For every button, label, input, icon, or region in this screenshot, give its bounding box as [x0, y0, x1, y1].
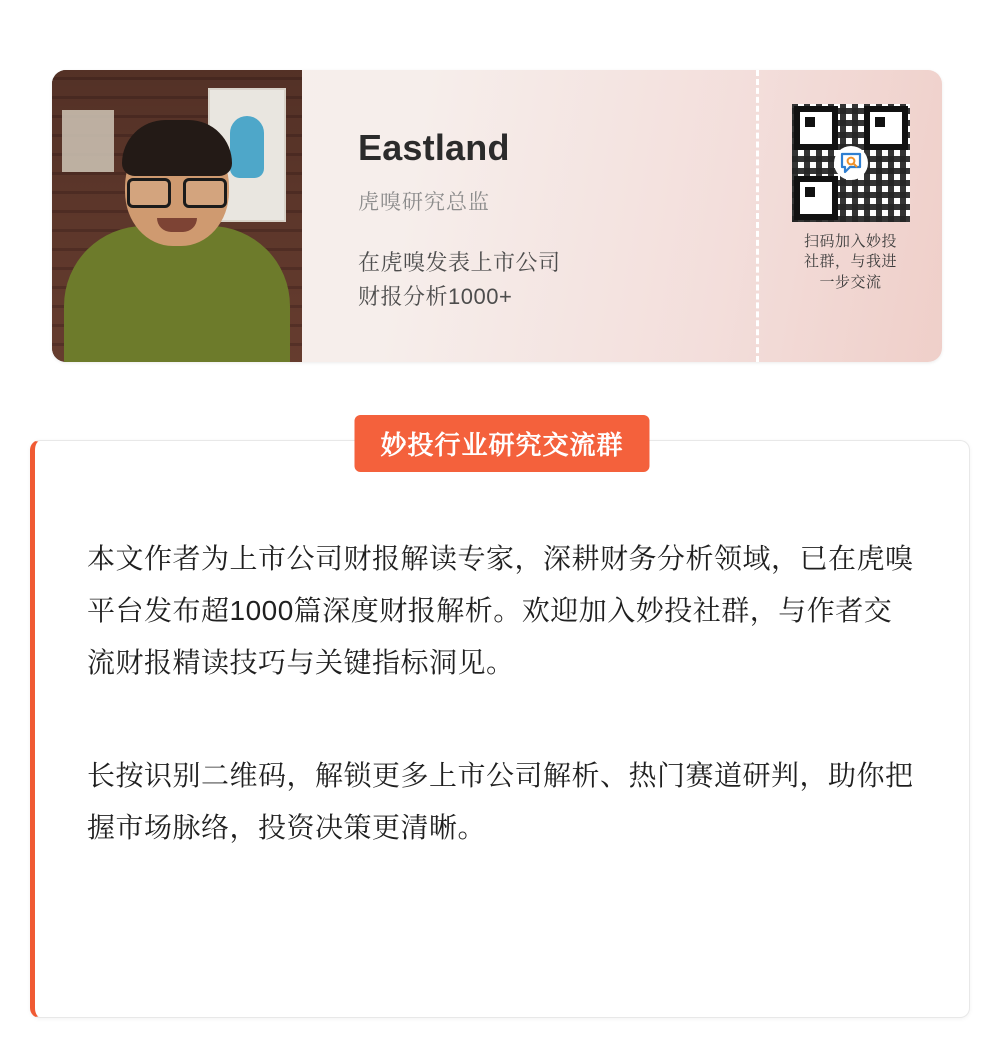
promo-body	[35, 441, 969, 854]
author-role: 虎嗅研究总监	[358, 190, 490, 214]
author-info	[302, 70, 756, 362]
photo-person-body	[64, 226, 290, 362]
author-description-line-1: 在虎嗅发表上市公司	[358, 249, 561, 275]
author-name: Eastland	[358, 127, 510, 168]
qr-caption-line-1: 扫码加入妙投	[803, 233, 897, 250]
photo-person-hair	[122, 120, 232, 176]
promo-card	[30, 430, 970, 1018]
promo-paragraph-2: 长按识别二维码，解锁更多上市公司解析、热门赛道研判，助你把握市场脉络，投资决策更清晰。	[87, 760, 914, 844]
author-description-line-2: 财报分析1000+	[358, 283, 513, 309]
qr-code-icon[interactable]	[792, 104, 910, 222]
qr-caption-line-3: 一步交流	[819, 273, 882, 291]
status-badge: 妙投行业研究交流群	[354, 415, 649, 472]
qr-finder-top-left	[794, 106, 838, 150]
author-portrait-photo	[52, 70, 302, 362]
author-description	[358, 246, 756, 314]
qr-finder-bottom-left	[794, 176, 838, 220]
promo-paragraph-1: 本文作者为上市公司财报解读专家，深耕财务分析领域，已在虎嗅平台发布超1000篇深度财报解析。欢迎加入妙投社群，与作者交流财报精读技巧与关键指标洞见。	[87, 543, 914, 678]
qr-caption	[791, 232, 911, 293]
qr-caption-line-2: 社群，与我进	[803, 253, 897, 271]
chat-bubble-search-icon	[834, 146, 868, 180]
photo-wall-panel	[62, 110, 114, 172]
qr-finder-top-right	[864, 106, 908, 150]
photo-person-glasses	[125, 178, 229, 204]
author-card	[52, 70, 942, 362]
qr-section[interactable]	[756, 70, 942, 362]
